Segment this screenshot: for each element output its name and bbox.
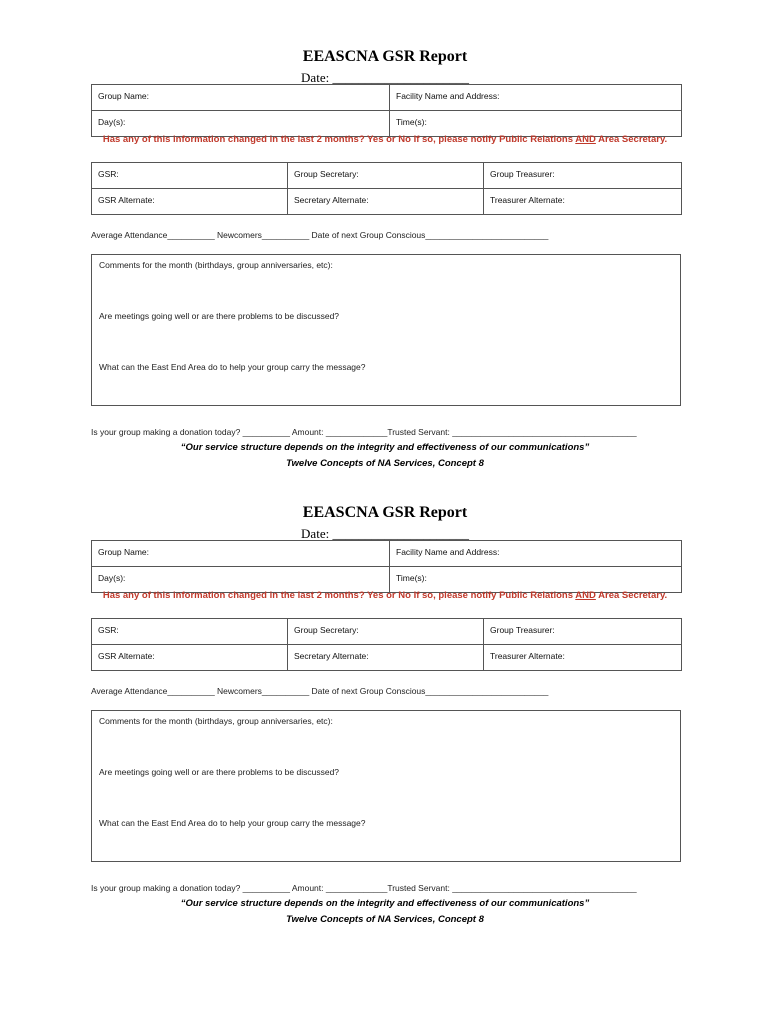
attendance-line[interactable]: Average Attendance__________ Newcomers__________ Date of next Group Conscious__________________________ bbox=[91, 230, 549, 240]
help-prompt: What can the East End Area do to help your group carry the message? bbox=[99, 362, 366, 372]
facility-field[interactable]: Facility Name and Address: bbox=[390, 85, 682, 111]
group-name-field[interactable]: Group Name: bbox=[92, 541, 390, 567]
gsr-report-form-1 bbox=[0, 48, 770, 504]
service-quote: “Our service structure depends on the integrity and effectiveness of our communications” bbox=[180, 898, 590, 909]
donation-line[interactable]: Is your group making a donation today? __________ Amount: _____________Trusted Servant: _______________________________________ bbox=[91, 883, 637, 893]
change-notice: Has any of this information changed in the last 2 months? Yes or No If so, please notify Public Relations AND Area Secretary. bbox=[102, 134, 668, 145]
days-field[interactable]: Day(s): bbox=[92, 111, 390, 137]
gsr-report-form-2 bbox=[0, 504, 770, 960]
group-treasurer-field[interactable]: Group Treasurer: bbox=[484, 163, 682, 189]
group-info-table bbox=[91, 540, 682, 593]
days-field[interactable]: Day(s): bbox=[92, 567, 390, 593]
gsr-alternate-field[interactable]: GSR Alternate: bbox=[92, 189, 288, 215]
group-secretary-field[interactable]: Group Secretary: bbox=[288, 619, 484, 645]
gsr-field[interactable]: GSR: bbox=[92, 163, 288, 189]
attendance-line[interactable]: Average Attendance__________ Newcomers__________ Date of next Group Conscious__________________________ bbox=[91, 686, 549, 696]
times-field[interactable]: Time(s): bbox=[390, 567, 682, 593]
meetings-prompt: Are meetings going well or are there problems to be discussed? bbox=[99, 767, 340, 777]
quote-citation: Twelve Concepts of NA Services, Concept 8 bbox=[286, 458, 484, 469]
group-info-table bbox=[91, 84, 682, 137]
report-title: EEASCNA GSR Report bbox=[302, 48, 468, 65]
report-title: EEASCNA GSR Report bbox=[302, 504, 468, 521]
donation-line[interactable]: Is your group making a donation today? __________ Amount: _____________Trusted Servant: _______________________________________ bbox=[91, 427, 637, 437]
date-field[interactable]: Date: _____________________ bbox=[301, 70, 469, 85]
gsr-field[interactable]: GSR: bbox=[92, 619, 288, 645]
service-quote: “Our service structure depends on the integrity and effectiveness of our communications” bbox=[180, 442, 590, 453]
times-field[interactable]: Time(s): bbox=[390, 111, 682, 137]
group-name-field[interactable]: Group Name: bbox=[92, 85, 390, 111]
change-notice: Has any of this information changed in the last 2 months? Yes or No If so, please notify Public Relations AND Area Secretary. bbox=[102, 590, 668, 601]
gsr-alternate-field[interactable]: GSR Alternate: bbox=[92, 645, 288, 671]
quote-citation: Twelve Concepts of NA Services, Concept 8 bbox=[286, 914, 484, 925]
group-secretary-field[interactable]: Group Secretary: bbox=[288, 163, 484, 189]
group-treasurer-field[interactable]: Group Treasurer: bbox=[484, 619, 682, 645]
facility-field[interactable]: Facility Name and Address: bbox=[390, 541, 682, 567]
comments-prompt: Comments for the month (birthdays, group anniversaries, etc): bbox=[99, 716, 333, 726]
officers-table bbox=[91, 618, 682, 671]
help-prompt: What can the East End Area do to help your group carry the message? bbox=[99, 818, 366, 828]
meetings-prompt: Are meetings going well or are there problems to be discussed? bbox=[99, 311, 340, 321]
secretary-alternate-field[interactable]: Secretary Alternate: bbox=[288, 645, 484, 671]
comments-prompt: Comments for the month (birthdays, group anniversaries, etc): bbox=[99, 260, 333, 270]
treasurer-alternate-field[interactable]: Treasurer Alternate: bbox=[484, 645, 682, 671]
secretary-alternate-field[interactable]: Secretary Alternate: bbox=[288, 189, 484, 215]
comments-box[interactable] bbox=[91, 254, 681, 406]
comments-box[interactable] bbox=[91, 710, 681, 862]
treasurer-alternate-field[interactable]: Treasurer Alternate: bbox=[484, 189, 682, 215]
date-field[interactable]: Date: _____________________ bbox=[301, 526, 469, 541]
officers-table bbox=[91, 162, 682, 215]
